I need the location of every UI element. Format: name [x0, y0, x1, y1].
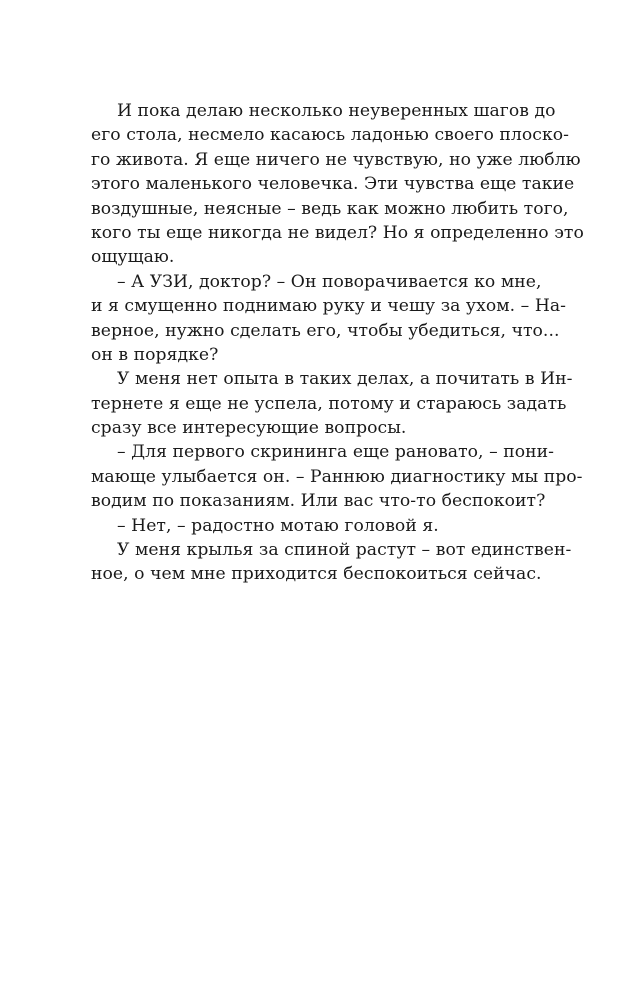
text-line: У меня нет опыта в таких делах, а почитать в Ин-	[117, 369, 573, 390]
text-line: и я смущенно поднимаю руку и чешу за ухом. – На-	[91, 296, 567, 317]
text-line: ное, о чем мне приходится беспокоиться сейчас.	[91, 564, 542, 585]
text-line: этого маленького человечка. Эти чувства еще такие	[91, 174, 575, 195]
text-line: водим по показаниям. Или вас что-то беспокоит?	[91, 491, 546, 512]
text-line: воздушные, неясные – ведь как можно любить того,	[91, 198, 569, 219]
text-line: У меня крылья за спиной растут – вот единствен-	[117, 540, 572, 561]
text-line: – Для первого скрининга еще рановато, – пони-	[117, 442, 555, 463]
text-line: – Нет, – радостно мотаю головой я.	[117, 515, 439, 536]
text-line: ощущаю.	[91, 247, 175, 268]
page-text	[91, 99, 584, 587]
text-line: сразу все интересующие вопросы.	[91, 418, 407, 439]
text-line: И пока делаю несколько неуверенных шагов до	[117, 101, 556, 121]
text-line: верное, нужно сделать его, чтобы убедиться, что...	[91, 320, 560, 341]
text-line: его стола, несмело касаюсь ладонью своего плоско-	[91, 125, 570, 146]
text-line: кого ты еще никогда не видел? Но я определенно это	[91, 222, 584, 243]
text-line: тернете я еще не успела, потому и стараюсь задать	[91, 393, 567, 414]
text-line: он в порядке?	[91, 344, 219, 365]
text-line: го живота. Я еще ничего не чувствую, но уже люблю	[91, 149, 581, 170]
text-line: мающе улыбается он. – Раннюю диагностику мы про-	[91, 466, 583, 487]
text-line: – А УЗИ, доктор? – Он поворачивается ко мне,	[117, 271, 542, 292]
